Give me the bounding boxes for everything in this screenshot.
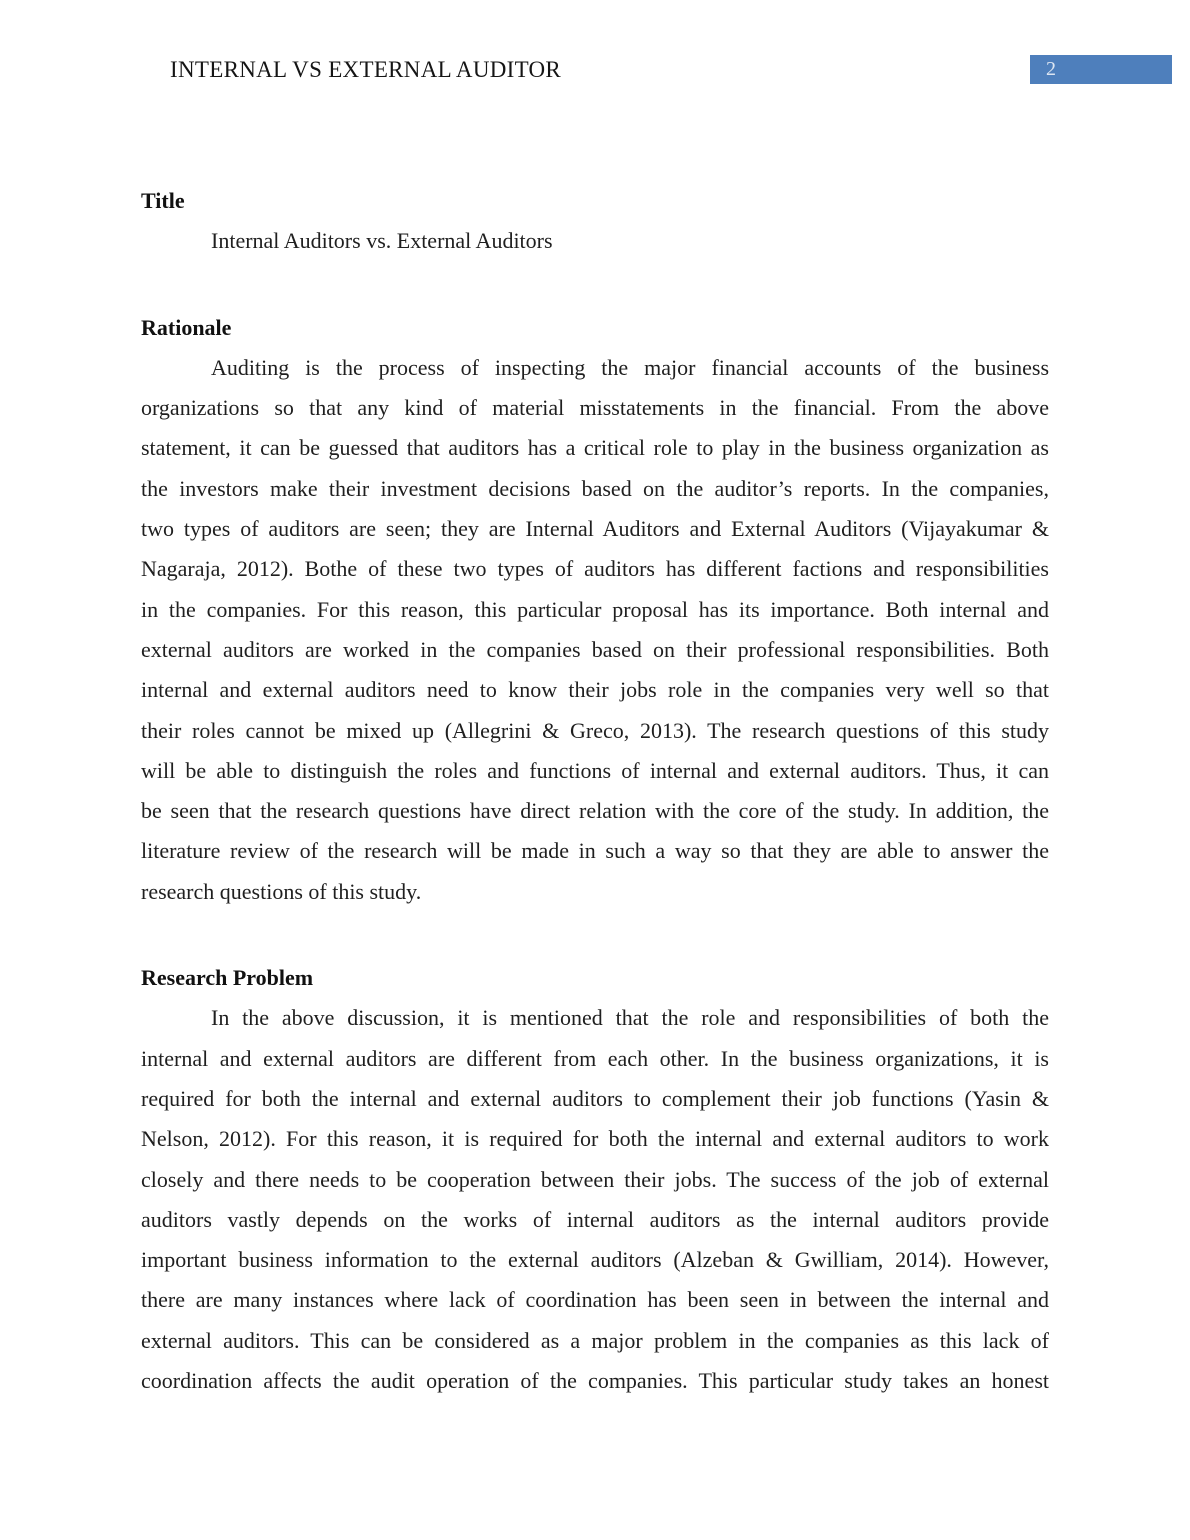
- page-number-box: [1030, 55, 1172, 84]
- section-heading-rationale: Rationale: [141, 314, 232, 340]
- page-header: [0, 55, 1190, 85]
- document-body: [141, 181, 1049, 1401]
- text-line: In the above discussion, it is mentioned that the role and responsibilities of both the: [211, 1005, 1049, 1031]
- text-line: external auditors. This can be considered as a major problem in the companies as this lack of: [141, 1327, 1049, 1353]
- section-heading-title: Title: [141, 188, 185, 213]
- section-text-title: [141, 221, 1049, 261]
- text-line: the investors make their investment decisions based on the auditor’s reports. In the companies,: [141, 475, 1049, 501]
- text-line: Auditing is the process of inspecting the major financial accounts of the business: [211, 354, 1049, 380]
- text-line: important business information to the external auditors (Alzeban & Gwilliam, 2014). However,: [141, 1247, 1049, 1273]
- text-line: research questions of this study.: [141, 878, 422, 904]
- text-line: coordination affects the audit operation of the companies. This particular study takes an honest: [141, 1368, 1049, 1394]
- text-line: Internal Auditors vs. External Auditors: [211, 228, 553, 254]
- text-line: internal and external auditors are different from each other. In the business organizations, it is: [141, 1045, 1049, 1071]
- text-line: organizations so that any kind of material misstatements in the financial. From the above: [141, 395, 1049, 421]
- text-line: auditors vastly depends on the works of internal auditors as the internal auditors provide: [141, 1206, 1049, 1232]
- text-line: literature review of the research will be made in such a way so that they are able to answer the: [141, 838, 1049, 864]
- text-line: internal and external auditors need to know their jobs role in the companies very well so that: [141, 677, 1049, 703]
- text-line: statement, it can be guessed that auditors has a critical role to play in the business organization as: [141, 435, 1049, 461]
- text-line: in the companies. For this reason, this particular proposal has its importance. Both internal and: [141, 596, 1049, 622]
- text-line: required for both the internal and external auditors to complement their job functions (Yasin &: [141, 1085, 1049, 1111]
- text-line: there are many instances where lack of coordination has been seen in between the internal and: [141, 1287, 1049, 1313]
- text-line: will be able to distinguish the roles and functions of internal and external auditors. Thus, it can: [141, 757, 1049, 783]
- section-text-rationale: [141, 348, 1049, 912]
- text-line: their roles cannot be mixed up (Allegrini & Greco, 2013). The research questions of this study: [141, 717, 1049, 743]
- section-text-research-problem: [141, 998, 1049, 1401]
- text-line: two types of auditors are seen; they are Internal Auditors and External Auditors (Vijayakumar &: [141, 516, 1049, 542]
- text-line: closely and there needs to be cooperation between their jobs. The success of the job of external: [141, 1166, 1049, 1192]
- text-line: Nagaraja, 2012). Bothe of these two types of auditors has different factions and responsibilities: [141, 556, 1049, 582]
- page-number: 2: [1046, 58, 1056, 80]
- text-line: external auditors are worked in the companies based on their professional responsibilities. Both: [141, 636, 1049, 662]
- text-line: Nelson, 2012). For this reason, it is required for both the internal and external auditors to work: [141, 1126, 1049, 1152]
- section-heading-research-problem: Research Problem: [141, 965, 314, 991]
- running-head: INTERNAL VS EXTERNAL AUDITOR: [170, 57, 562, 82]
- text-line: be seen that the research questions have direct relation with the core of the study. In addition, the: [141, 798, 1049, 824]
